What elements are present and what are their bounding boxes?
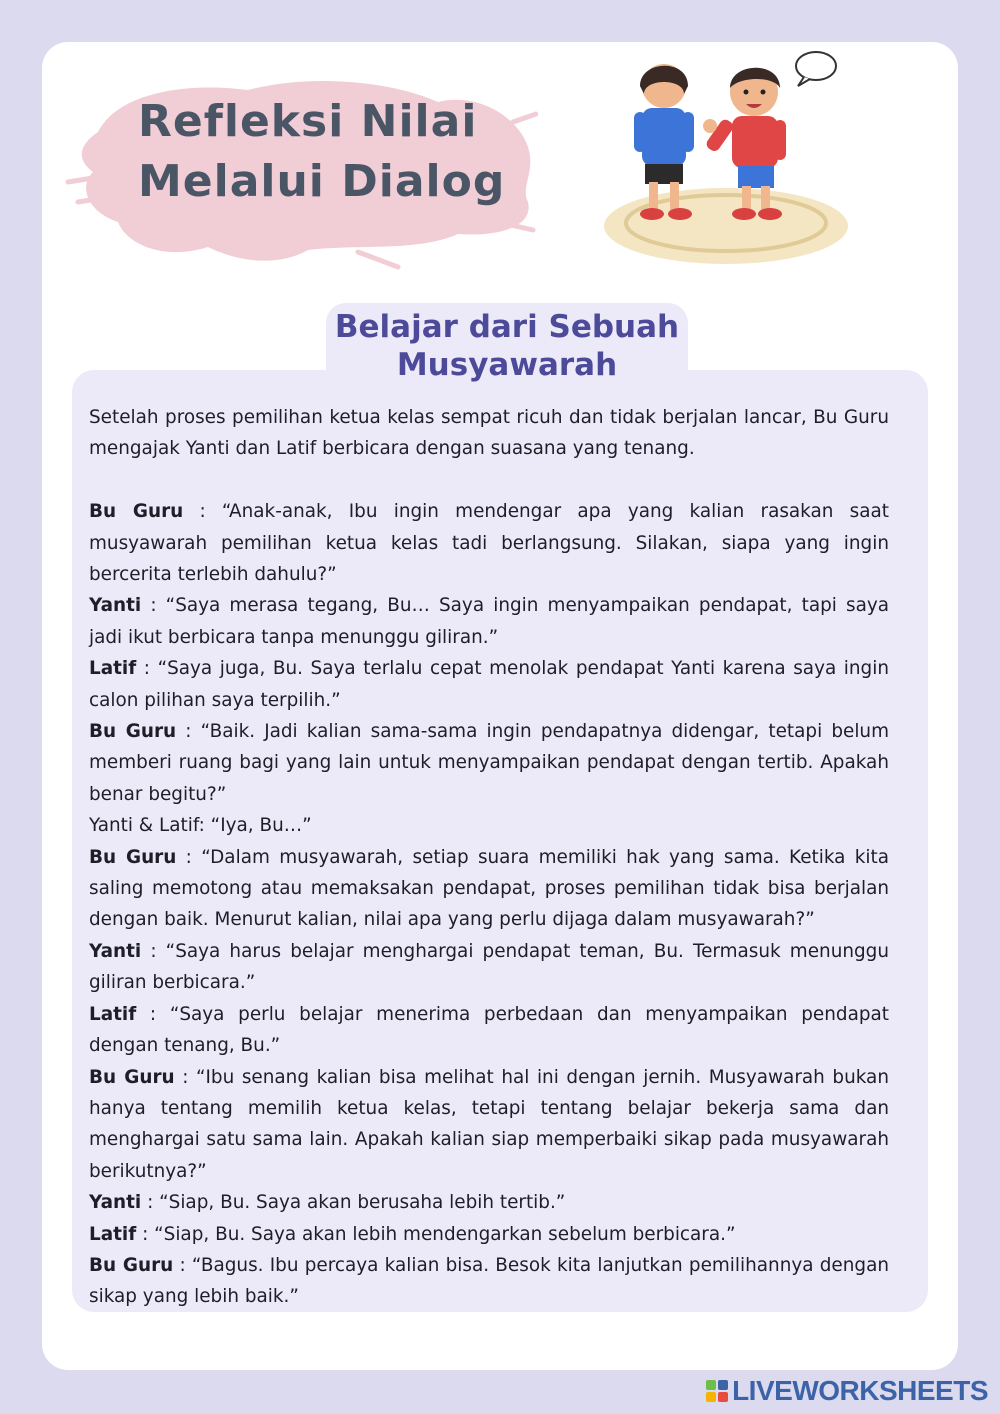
dialog-text: “Saya perlu belajar menerima perbedaan dan menyampaikan pendapat dengan tenang, Bu.” bbox=[89, 1003, 889, 1057]
section-title-line1: Belajar dari Sebuah bbox=[334, 309, 680, 345]
speaker-separator: : bbox=[141, 940, 166, 962]
section-title bbox=[326, 308, 688, 384]
speaker-separator: : bbox=[183, 501, 222, 523]
speaker-name: Yanti bbox=[89, 595, 142, 617]
speaker-name: Bu Guru bbox=[89, 721, 177, 743]
page-title bbox=[138, 92, 505, 212]
children-talking-illustration bbox=[600, 48, 860, 270]
liveworksheets-icon bbox=[706, 1380, 728, 1402]
speaker-separator: : bbox=[174, 1066, 196, 1088]
section-title-line2: Musyawarah bbox=[396, 347, 618, 383]
dialog-line bbox=[89, 810, 889, 841]
speaker-separator: : bbox=[173, 1254, 192, 1276]
dialog-text: Yanti & Latif: “Iya, Bu…” bbox=[89, 815, 312, 837]
dialog-line bbox=[89, 842, 889, 936]
speaker-separator: : bbox=[176, 846, 202, 868]
liveworksheets-logo bbox=[706, 1376, 988, 1406]
speaker-name: Yanti bbox=[89, 940, 142, 962]
dialog-text: “Siap, Bu. Saya akan berusaha lebih tertib.” bbox=[159, 1192, 566, 1214]
dialog-text: “Dalam musyawarah, setiap suara memiliki hak yang sama. Ketika kita saling memotong atau memaksakan pendapat, proses pemilihan tidak bisa berjalan dengan baik. Menurut kalian, nilai apa yang perlu dijaga dalam musyawarah?” bbox=[89, 846, 889, 931]
dialog-line bbox=[89, 999, 889, 1062]
speech-bubble-icon bbox=[796, 52, 836, 86]
page-title-line1: Refleksi Nilai bbox=[138, 96, 478, 147]
speaker-name: Latif bbox=[89, 1223, 137, 1245]
dialog-line bbox=[89, 653, 889, 716]
dialog-list bbox=[89, 496, 889, 1313]
intro-paragraph: Setelah proses pemilihan ketua kelas sempat ricuh dan tidak berjalan lancar, Bu Guru mengajak Yanti dan Latif berbicara dengan suasana yang tenang. bbox=[89, 407, 889, 460]
speaker-name: Yanti bbox=[89, 1192, 142, 1214]
dialog-line bbox=[89, 590, 889, 653]
dialog-line bbox=[89, 1250, 889, 1313]
dialog-text: “Siap, Bu. Saya akan lebih mendengarkan sebelum berbicara.” bbox=[154, 1223, 736, 1245]
dialog-text: “Baik. Jadi kalian sama-sama ingin pendapatnya didengar, tetapi belum memberi ruang bagi yang lain untuk menyampaikan pendapat dengan tertib. Apakah benar begitu?” bbox=[89, 721, 889, 805]
brand-name: LIVEWORKSHEETS bbox=[732, 1375, 988, 1406]
dialog-text: “Saya juga, Bu. Saya terlalu cepat menolak pendapat Yanti karena saya ingin calon pilihan saya terpilih.” bbox=[89, 658, 889, 711]
dialog-text: “Anak-anak, Ibu ingin mendengar apa yang kalian rasakan saat musyawarah pemilihan ketua kelas tadi berlangsung. Silakan, siapa yang ingin bercerita terlebih dahulu?” bbox=[89, 501, 889, 586]
dialog-text: “Saya harus belajar menghargai pendapat teman, Bu. Termasuk menunggu giliran berbicara.” bbox=[89, 940, 890, 994]
speaker-separator: : bbox=[176, 721, 201, 743]
speaker-name: Bu Guru bbox=[89, 1066, 175, 1088]
speaker-separator: : bbox=[136, 658, 158, 680]
speaker-separator: : bbox=[141, 595, 166, 617]
speaker-separator: : bbox=[136, 1223, 155, 1245]
speaker-separator: : bbox=[141, 1192, 160, 1214]
dialog-line bbox=[89, 1219, 889, 1250]
speaker-name: Bu Guru bbox=[89, 846, 177, 868]
speaker-name: Latif bbox=[89, 658, 137, 680]
speaker-name: Latif bbox=[89, 1003, 137, 1025]
speaker-name: Bu Guru bbox=[89, 501, 184, 523]
dialog-line bbox=[89, 496, 889, 590]
speaker-separator: : bbox=[136, 1003, 170, 1025]
page-title-line2: Melalui Dialog bbox=[138, 156, 506, 207]
dialog-line bbox=[89, 716, 889, 810]
speaker-name: Bu Guru bbox=[89, 1254, 174, 1276]
dialog-text: “Ibu senang kalian bisa melihat hal ini dengan jernih. Musyawarah bukan hanya tentang memilih ketua kelas, tetapi tentang belajar bekerja sama dan menghargai satu sama lain. Apakah kalian siap memperbaiki sikap pada musyawarah berikutnya?” bbox=[89, 1066, 889, 1182]
dialog-line bbox=[89, 1187, 889, 1218]
dialog-content bbox=[89, 402, 889, 1313]
dialog-line bbox=[89, 936, 889, 999]
dialog-text: “Saya merasa tegang, Bu… Saya ingin menyampaikan pendapat, tapi saya jadi ikut berbicara tanpa menunggu giliran.” bbox=[89, 595, 889, 648]
dialog-text: “Bagus. Ibu percaya kalian bisa. Besok kita lanjutkan pemilihannya dengan sikap yang lebih baik.” bbox=[89, 1254, 889, 1308]
dialog-line bbox=[89, 1062, 889, 1188]
